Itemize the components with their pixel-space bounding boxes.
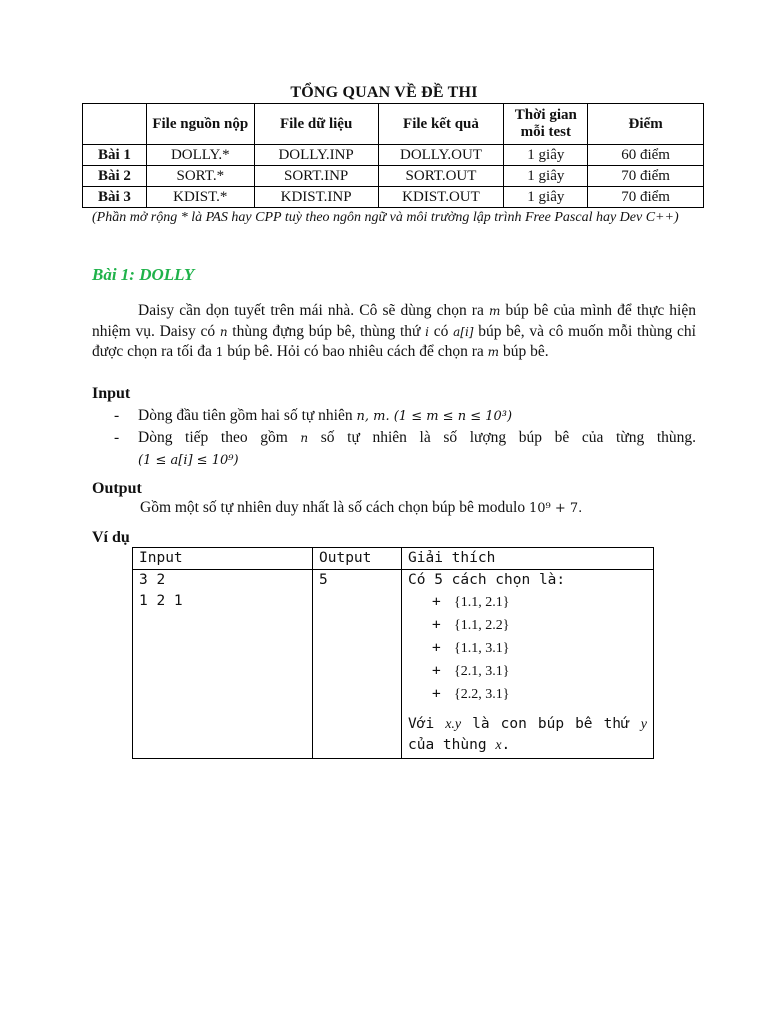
table-cell: Bài 2 — [83, 166, 147, 187]
input-line-text: Dòng tiếp theo gồm — [138, 429, 301, 446]
list-item — [432, 637, 647, 660]
table-row — [83, 187, 704, 208]
list-item — [432, 660, 647, 683]
input-line-1 — [114, 405, 696, 427]
dash-marker: - — [114, 407, 120, 424]
statement-text: có — [429, 322, 454, 340]
example-output-cell — [313, 570, 402, 759]
math-var: a[i] — [453, 324, 474, 339]
table-cell: DOLLY.* — [146, 145, 254, 166]
math-var: 1 — [215, 345, 224, 359]
explanation-footnote — [408, 714, 647, 758]
output-heading: Output — [92, 480, 142, 497]
foot-text: là con búp bê thứ — [461, 716, 641, 732]
explanation-intro: Có 5 cách chọn là: — [408, 572, 566, 588]
table-cell: 1 giây — [504, 145, 588, 166]
overview-header-row — [83, 104, 704, 145]
output-description — [140, 499, 582, 517]
input-line-text: Dòng đầu tiên gồm hai số tự nhiên — [138, 407, 357, 424]
table-cell: DOLLY.INP — [254, 145, 378, 166]
plus-marker: + — [432, 663, 441, 679]
example-explanation-cell — [402, 570, 654, 759]
header-cell: Thời gian mỗi test — [504, 104, 588, 145]
plus-marker: + — [432, 686, 441, 702]
table-cell: Bài 1 — [83, 145, 147, 166]
dash-marker: - — [114, 429, 120, 446]
input-line-math: (1 ≤ a[i] ≤ 10⁹) — [138, 453, 239, 468]
math-var: n — [219, 324, 228, 339]
example-header-output: Output — [313, 548, 402, 570]
math-var: m — [488, 304, 501, 318]
table-cell: Bài 3 — [83, 187, 147, 208]
list-item — [432, 683, 647, 706]
statement-text: Daisy cần dọn tuyết trên mái nhà. Cô sẽ dùng chọn ra — [138, 302, 489, 319]
example-header-input: Input — [133, 548, 313, 570]
table-cell: 1 giây — [504, 166, 588, 187]
table-cell: 70 điểm — [588, 187, 704, 208]
input-line-math: n, m. (1 ≤ m ≤ n ≤ 10³) — [356, 409, 513, 424]
output-text: Gồm một số tự nhiên duy nhất là số cách chọn búp bê modulo — [140, 499, 529, 516]
table-cell: KDIST.OUT — [378, 187, 504, 208]
overview-title: TỔNG QUAN VỀ ĐỀ THI — [290, 84, 478, 101]
output-mod: 10⁹ + 7. — [528, 501, 583, 516]
foot-text: của thùng — [408, 737, 496, 753]
problem-statement — [92, 301, 696, 363]
table-cell: 70 điểm — [588, 166, 704, 187]
math-var: m — [487, 345, 500, 359]
list-item — [432, 591, 647, 614]
example-input-line: 1 2 1 — [139, 593, 183, 609]
statement-text: búp bê, và cô muốn mỗi thùng chỉ được chọn ra tối đa — [92, 322, 696, 360]
example-table — [132, 547, 654, 759]
header-cell: File kết quả — [378, 104, 504, 145]
statement-text: búp bê. — [499, 343, 549, 360]
table-row — [83, 145, 704, 166]
statement-text: thùng đựng búp bê, thùng thứ — [227, 322, 426, 340]
plus-marker: + — [432, 594, 441, 610]
table-cell: KDIST.INP — [254, 187, 378, 208]
example-header-row — [133, 548, 654, 570]
extension-note: (Phần mở rộng * là PAS hay CPP tuỳ theo ngôn ngữ và môi trường lập trình Free Pascal hay Dev C++) — [92, 210, 679, 225]
statement-text: búp bê của mình để thực hiện nhiệm vụ. Daisy có — [92, 302, 696, 340]
input-line-text: số tự nhiên là số lượng búp bê của từng thùng. — [308, 429, 696, 446]
problem-title: Bài 1: DOLLY — [92, 265, 195, 284]
table-cell: KDIST.* — [146, 187, 254, 208]
plus-marker: + — [432, 640, 441, 656]
table-cell: SORT.INP — [254, 166, 378, 187]
example-output-value: 5 — [319, 572, 328, 588]
math-var: x — [495, 738, 502, 753]
example-input-cell — [133, 570, 313, 759]
foot-text: Với — [408, 716, 446, 732]
table-cell: 1 giây — [504, 187, 588, 208]
case-list — [432, 591, 647, 706]
example-heading: Ví dụ — [92, 529, 130, 546]
input-line-2 — [114, 427, 696, 471]
table-cell: DOLLY.OUT — [378, 145, 504, 166]
table-row — [83, 166, 704, 187]
input-heading: Input — [92, 385, 131, 402]
table-cell: SORT.OUT — [378, 166, 504, 187]
header-cell — [83, 104, 147, 145]
example-row — [133, 570, 654, 759]
math-var: y — [640, 717, 647, 732]
plus-marker: + — [432, 617, 441, 633]
math-var: x.y — [445, 717, 462, 732]
case-set: {2.2, 3.1} — [454, 687, 510, 702]
case-set: {1.1, 2.1} — [454, 595, 510, 610]
example-input-line: 3 2 — [139, 572, 166, 588]
foot-text: . — [501, 737, 511, 753]
header-cell: Điểm — [588, 104, 704, 145]
example-header-explanation: Giải thích — [402, 548, 654, 570]
list-item — [432, 614, 647, 637]
case-set: {1.1, 3.1} — [454, 641, 510, 656]
table-cell: SORT.* — [146, 166, 254, 187]
case-set: {1.1, 2.2} — [454, 618, 510, 633]
header-cell: File dữ liệu — [254, 104, 378, 145]
header-cell: File nguồn nộp — [146, 104, 254, 145]
table-cell: 60 điểm — [588, 145, 704, 166]
math-var: n — [300, 431, 309, 445]
overview-table — [82, 103, 704, 208]
math-var: i — [425, 324, 430, 339]
case-set: {2.1, 3.1} — [454, 664, 510, 679]
statement-text: búp bê. Hỏi có bao nhiêu cách để chọn ra — [223, 343, 488, 360]
